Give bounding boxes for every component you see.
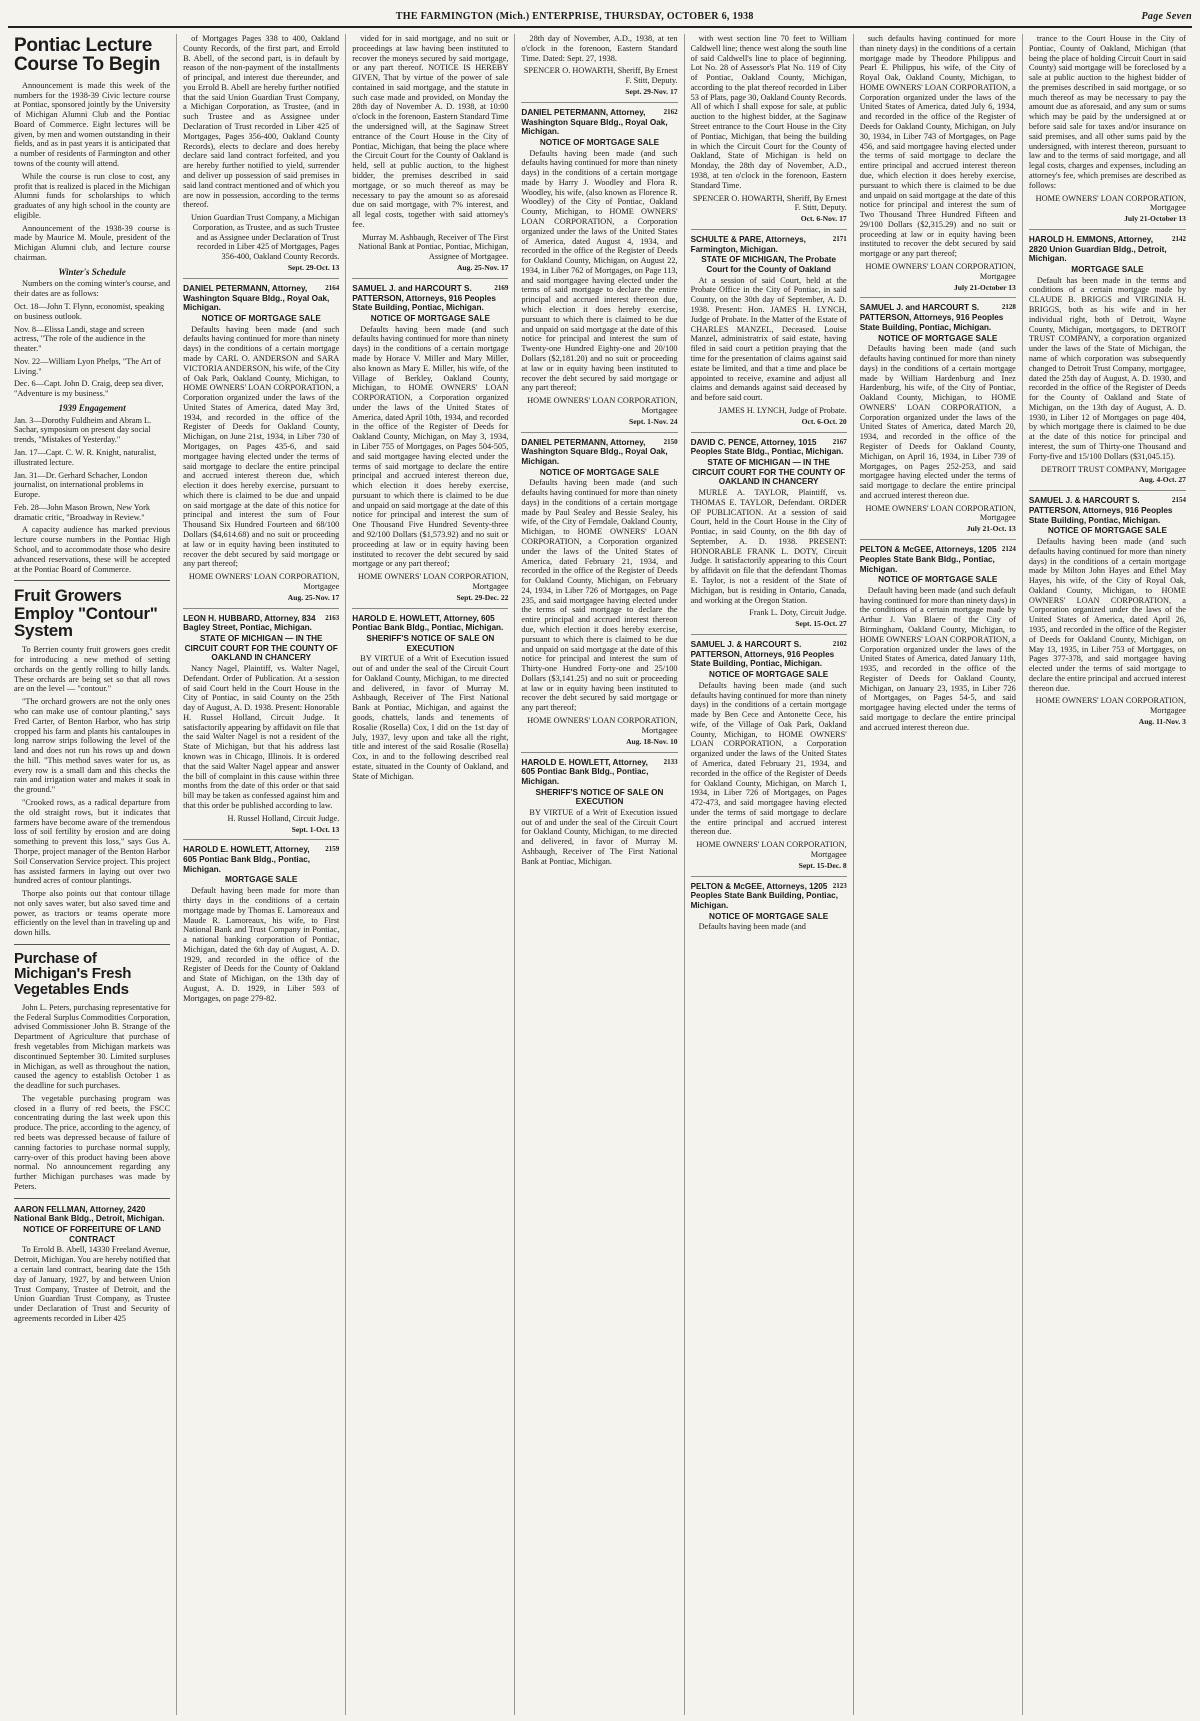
notice-number: 2159 [325, 845, 340, 854]
page-number: Page Seven [1141, 10, 1192, 22]
notice-attorney: DANIEL PETERMANN, Attorney, Washington Square Bldg., Royal Oak, Michigan. [521, 107, 668, 137]
notice-number: 2123 [832, 881, 847, 890]
notice-signature: JAMES H. LYNCH, Judge of Probate. [718, 405, 847, 415]
masthead-title: THE FARMINGTON (Mich.) ENTERPRISE, THURSDAY, OCTOBER 6, 1938 [395, 10, 754, 22]
notice-signature: DETROIT TRUST COMPANY, Mortgagee [1040, 464, 1186, 474]
notice-run-dates: Aug. 4-Oct. 27 [1139, 475, 1186, 485]
notice-run-dates: Aug. 25-Nov. 17 [456, 262, 509, 272]
notice-body: Default having been made for more than thirty days in the conditions of a certain mortgage made by Thomas E. Lamoreaux and Maude R. Lamoreaux, his wife, to First National Bank and Trust Company in Pontiac, a national banking corporation of Pontiac, Michigan, dated the 6th day of August, A. D. 1929, and recorded in the office of the Register of Deeds for the County of Oakland and State of Michigan, on the 13th day of August, A. D. 1929, in Liber 593 of Mortgages, on page 279-82. [183, 886, 340, 1003]
divider [14, 1198, 170, 1199]
notice-run-dates: July 21-October 13 [1124, 214, 1186, 224]
schedule-item: Jan. 17—Capt. C. W. R. Knight, naturalist, illustrated lecture. [14, 447, 157, 467]
divider [14, 580, 170, 581]
notice-body: of Mortgages Pages 338 to 400, Oakland County Records, of the first part, and Errold B. Abell, of the second part, is in default by reason of the non-payment of the installments of principal, and interest due thereunder, and you Errold B. Abell are hereby further notified that the said Union Guardian Trust Company, a Michigan Corporation, as Trustee, (and in such Trustee and as Assignee under Declaration of Trust recorded in Liber 425 of Mortgages, Pages 356-400, Oakland County Records), elects to declare and does hereby declare said land contract forfeited, and you are hereby further notified to yield, surrender and deliver up possession of said premises in said land contract mentioned and of which you are now in possession, according to the terms thereof. [183, 34, 340, 210]
fruit-headline: Fruit Growers Employ "Contour" System [14, 586, 158, 640]
fellman-title: NOTICE OF FORFEITURE OF LAND CONTRACT [23, 1225, 161, 1244]
notice-signature: HOME OWNERS' LOAN CORPORATION, Mortgagee [696, 840, 847, 860]
notice-body: Defaults having been made (and such defaults having continued for more than ninety days) in the conditions of a certain mortgage made by Milton John Hayes and Ethel May Hayes, his wife, of the City of Royal Oak, Oakland County, Michigan, to HOME OWNERS' LOAN CORPORATION, a Corporation organized under the laws of the United States of America, dated April 26, 1935, and recorded in the office of the Register of Deeds for Oakland County, Michigan, on May 13, 1935, in Liber 753 of Mortgages, on Pages 377-378, and said mortgagee having elected under the terms of said mortgage to declare the entire principal and accrued interest thereon due. [1028, 536, 1186, 693]
masthead [8, 6, 1192, 28]
notice-attorney: SCHULTE & PARE, Attorneys, Farmington, Michigan. [690, 235, 806, 254]
notice-body: vided for in said mortgage, and no suit or proceedings at law having been instituted to recover the moneys secured by said mortgage, or any part thereof. NOTICE IS HEREBY GIVEN, That by virtue of the power of sale contained in said mortgage, and the statute in such case made and provided, on Monday the 28th day of November A. D. 1938, at 10:00 o'clock in the forenoon, Eastern Standard Time the undersigned will, at the Saginaw Street entrance of the Court House in the City of Pontiac, Michigan, that being the place where the Circuit Court for the County of Oakland is held, sell at public auction, to the highest bidder, the premises described in said mortgage, or so much thereof as may be necessary to pay the amount so as aforesaid due on said mortgage, with 7% interest, and all legal costs, together with said attorney's fee. [352, 34, 509, 229]
notice-body: Defaults having been made (and such defaults having continued for more than ninety days) in the conditions of a certain mortgage made by William Hardenburg and Inez Hardenburg, his wife, of the City of Pontiac, Oakland County, Michigan, to HOME OWNERS' LOAN CORPORATION, a Corporation organized under the laws of the United States of America, dated March 20, 1934, and recorded in the office of the Register of Deeds for Oakland County, Michigan, on April 16, 1934, in Liber 739 of Mortgages, on Pages 252-253, and said mortgagee having elected under the terms of said mortgage to declare the entire principal and accrued interest thereon due. [859, 344, 1016, 500]
notice-signature: Murray M. Ashbaugh, Receiver of The First National Bank at Pontiac, Pontiac, Michigan, Assignee of Mortgagee. [358, 232, 509, 262]
lecture-intro: Announcement is made this week of the numbers for the 1938-39 Civic lecture course at Pontiac, sponsored jointly by the University of Michigan Alumni Club and the Pontiac Board of Commerce. Eight lectures will be given, by men and women outstanding in their fields, and as in past years it is anticipated that a number of residents of Farmington and other towns of the county will attend. [14, 80, 171, 168]
winter-schedule-heading: Winter's Schedule [58, 266, 126, 277]
notice-title: NOTICE OF MORTGAGE SALE [201, 313, 321, 323]
notice-title: NOTICE OF MORTGAGE SALE [370, 313, 490, 323]
notice-number: 2154 [1171, 496, 1186, 505]
notice-run-dates: Sept. 15-Dec. 8 [798, 860, 847, 870]
notice-number: 2128 [1001, 303, 1016, 312]
notice-attorney: SAMUEL J. & HARCOURT S. PATTERSON, Attorneys, 916 Peoples State Building, Pontiac, Michigan. [690, 640, 835, 669]
notice-title: NOTICE OF MORTGAGE SALE [878, 575, 998, 585]
lecture-paragraph: While the course is run close to cost, any profit that is realized is placed in the Michigan Alumni funds for scholarships to which graduates of any high school in the county are eligible. [14, 171, 171, 220]
schedule-item: Oct. 18—John T. Flynn, economist, speaking on business outlook. [14, 301, 165, 321]
notice-body: Nancy Nagel, Plaintiff, vs. Walter Nagel, Defendant. Order of Publication. At a session of said Court held in the Court House in the City of Pontiac, in said County on the 25th day of August, A. D. 1938. Present: Honorable H. Russel Holland, Circuit Judge. It satisfactorily appearing by affidavit on file that the said Walter Nagel is not a resident of the State of Michigan, but that his address last known was in Chicago, Illinois. It is ordered that the said Walter Nagel appear and answer the bill of complaint in this cause within three months from the date of this order or that said bill may be taken as confessed against him and that this order be published according to law. [183, 664, 340, 810]
notice-attorney: LEON H. HUBBARD, Attorney, 834 Bagley Street, Pontiac, Michigan. [183, 613, 316, 633]
notice-attorney: SAMUEL J. and HARCOURT S. PATTERSON, Attorneys, 916 Peoples State Building, Pontiac, Michigan. [352, 283, 496, 313]
notice-signature: H. Russel Holland, Circuit Judge. [227, 813, 340, 823]
notice-run-dates: Sept. 29-Oct. 13 [287, 262, 340, 272]
notice-attorney: HAROLD E. HOWLETT, Attorney, 605 Pontiac Bank Bldg., Pontiac, Michigan. [183, 845, 311, 874]
fruit-paragraph: To Berrien county fruit growers goes credit for introducing a new method of setting orchards on the gently rolling to hilly lands. These orchards are being set so that all rows are on the level — "contour." [14, 645, 171, 694]
notice-body: Default has been made in the terms and conditions of a certain mortgage made by CLAUDE B. BRIGGS and VIRGINIA H. BRIGGS, both as his wife and in her individual right, both of Detroit, Wayne County, Michigan, mortgagors, to DETROIT TRUST COMPANY, a corporation organized under the laws of the State of Michigan, the name of which corporation was subsequently changed to Detroit Trust Company, mortgagee, dated the 25th day of August, A. D. 1930, and recorded in the office of the Register of Deeds for the County of Oakland and State of Michigan, on the 13th day of August, A. D. 1930, in Liber 12 of Mortgages on page 404, by which mortgage there is claimed to be due at the date of this notice for principal and interest, the sum of Thirty-one Thousand and Forty-five and 15/100 Dollars ($31,045.15). [1028, 275, 1186, 461]
lecture-closing: A capacity audience has marked previous lecture course numbers in the Pontiac High School, and to accommodate those who desire advanced reservations, these will be accepted at the Pontiac Board of Commerce. [14, 525, 171, 574]
fellman-attorney: AARON FELLMAN, Attorney, 2420 National Bank Bldg., Detroit, Michigan. [14, 1204, 165, 1224]
notice-run-dates: Sept. 29-Nov. 17 [625, 86, 678, 96]
notice-signature: Union Guardian Trust Company, a Michigan Corporation, as Trustee, and as such Trustee and as Assignee under Declaration of Trust recorded in Liber 425 of Mortgages, Pages 356-400, Oakland County Records. [190, 213, 340, 262]
notice-number: 2133 [663, 757, 678, 766]
notice-number: 2164 [325, 283, 340, 292]
schedule-item: Feb. 28—John Mason Brown, New York dramatic critic, "Broadway in Review." [14, 502, 150, 522]
notice-title: NOTICE OF MORTGAGE SALE [709, 911, 829, 921]
notice-run-dates: Sept. 1-Nov. 24 [629, 416, 678, 426]
notice-body: Defaults having been made (and [698, 922, 806, 932]
notice-body: such defaults having continued for more than ninety days) in the conditions of a certain mortgage made by Theodore Philippus and Pearl E. Philippus, his wife, of the City of Royal Oak, Oakland County, Michigan, to HOME OWNERS' LOAN CORPORATION, a Corporation organized under the laws of the United States of America, dated July 6, 1934, and recorded in the office of the Register of Deeds for Oakland County, Michigan, on July 30, 1934, in Liber 743 of Mortgages, on Page 456, and said mortgagee having elected under the terms of said mortgage to declare the entire principal and accrued interest thereon due, which election it does hereby exercise, pursuant to which there is claimed to be due and unpaid on said mortgage at the date of this notice for principal and interest the sum of Two Thousand Three Hundred Fifteen and 29/100 Dollars ($2,315.29) and no suit or proceeding at law or in equity having been instituted to recover the debt secured by said mortgage or any part thereof; [859, 34, 1016, 259]
lecture-paragraph: Announcement of the 1938-39 course is made by Maurice M. Moule, president of the Michigan Alumni club, and lecture course chairman. [14, 223, 171, 263]
vegetables-paragraph: John L. Peters, purchasing representative for the Federal Surplus Commodities Corporation, advised Commissioner John B. Strange of the Department of Agriculture that purchase of fresh vegetables from Michigan markets was discontinued September 30. Limited surpluses in Michigan, as well as throughout the nation, caused the agency to establish October 1 as the deadline for such purchases. [14, 1002, 171, 1091]
column-2 [177, 34, 346, 1715]
column-1 [8, 34, 177, 1715]
notice-divider [860, 297, 1016, 298]
engagement-heading: 1939 Engagement [58, 403, 126, 414]
notice-divider [352, 278, 508, 279]
notice-signature: HOME OWNERS' LOAN CORPORATION, Mortgagee [358, 572, 509, 591]
notice-title: MORTGAGE SALE [1071, 265, 1144, 275]
notice-divider [1029, 490, 1186, 491]
notice-run-dates: July 21-October 13 [953, 282, 1016, 292]
notice-body: 28th day of November, A.D., 1938, at ten o'clock in the forenoon, Eastern Standard Time. Dated: Sept. 27, 1938. [521, 34, 678, 63]
notice-divider [183, 839, 339, 840]
notice-body: Default having been made (and such default having continued for more than ninety days) in the conditions of a certain mortgage made by Arthur J. Van Blaere of the City of Birmingham, Oakland County, Michigan, to HOME OWNERS' LOAN CORPORATION, a Corporation organized under the laws of the United States of America, dated January 11th, 1935, and recorded in the office of the Register of Deeds for Oakland County, Michigan, on January 23, 1935, in Liber 726 of Mortgages, on Pages 54-5, and said mortgagee having elected under the terms of said mortgage to declare the entire principal and accrued interest thereon due. [859, 585, 1016, 732]
notice-attorney: SAMUEL J. and HARCOURT S. PATTERSON, Attorneys, 916 Peoples State Building, Pontiac, Michigan. [859, 303, 1004, 332]
vegetables-paragraph: The vegetable purchasing program was closed in a flurry of red beets, the FSCC concentrating during the last week upon this produce. The price, according to the agency, of red beets was depressed because of failure of canning factories to purchase normal supply, carry-over of this product having been above normal. No announcement regarding any further Michigan purchases was made by Peters. [14, 1093, 171, 1191]
notice-run-dates: Oct. 6-Nov. 17 [800, 214, 847, 224]
notice-number: 2102 [832, 640, 847, 649]
notice-body: trance to the Court House in the City of Pontiac, County of Oakland, Michigan (that being the place of holding Circuit Court in said County) said mortgage will be foreclosed by a sale at public auction to the highest bidder of the premises described in said mortgage, or so much thereof as may be necessary to pay the amount due as aforesaid, and any sum or sums which may be paid by the undersigned at or before said sale for taxes and/or insurance on said premises, and all other sums paid by the undersigned, with interest thereon, pursuant to law and to the terms of said mortgage, and all legal costs, charges and expenses, including an attorney's fee, which premises are described as follows: [1028, 34, 1186, 190]
notice-divider [691, 229, 847, 230]
notice-title: NOTICE OF MORTGAGE SALE [709, 670, 829, 680]
schedule-item: Dec. 6—Capt. John D. Craig, deep sea diver, "Adventure is my business." [14, 379, 164, 399]
notice-attorney: DANIEL PETERMANN, Attorney, Washington Square Bldg., Royal Oak, Michigan. [521, 437, 668, 466]
notice-signature: HOME OWNERS' LOAN CORPORATION, Mortgagee [1035, 696, 1186, 716]
notice-signature: SPENCER O. HOWARTH, Sheriff, By Ernest F. Stitt, Deputy. [692, 193, 847, 213]
notice-title: STATE OF MICHIGAN, The Probate Court for the County of Oakland [701, 255, 837, 275]
notice-title: NOTICE OF MORTGAGE SALE [878, 333, 998, 343]
notice-attorney: HAROLD E. HOWLETT, Attorney, 605 Pontiac Bank Bldg., Pontiac, Michigan. [352, 613, 504, 633]
notice-signature: HOME OWNERS' LOAN CORPORATION, Mortgagee [188, 572, 340, 591]
notice-divider [183, 278, 339, 279]
notice-signature: HOME OWNERS' LOAN CORPORATION, Mortgagee [865, 261, 1016, 281]
notice-divider [521, 432, 677, 433]
notice-number: 2167 [832, 437, 847, 446]
notice-number: 2150 [663, 437, 678, 446]
notice-number: 2163 [325, 613, 340, 622]
notice-attorney: PELTON & McGEE, Attorneys, 1205 Peoples State Bank Building, Pontiac, Michigan. [690, 881, 838, 911]
notice-divider [521, 102, 677, 103]
notice-number: 2142 [1171, 235, 1186, 244]
divider [14, 944, 170, 945]
notice-attorney: PELTON & McGEE, Attorneys, 1205 Peoples State Bank Bldg., Pontiac, Michigan. [859, 545, 997, 574]
lecture-headline: Pontiac Lecture Course To Begin [14, 35, 161, 76]
notice-divider [352, 608, 508, 609]
notice-body: with west section line 70 feet to William Caldwell line; thence west along the south line of said Caldwell's line to place of beginning. Lot No. 28 of Assessor's Plat No. 119 of City of Pontiac, Oakland County, Michigan, according to the plat thereof recorded in Liber 53 of Plats, page 30, Oakland County Records. All of which I shall expose for sale, at public auction to the highest bidder, at the Saginaw Street entrance to the Court House in the City of Pontiac, Michigan, that being the building in which the Circuit Court for the County of Oakland, State of Michigan is held on Monday, the 28th day of November, A.D., 1938, at ten o'clock in the forenoon, Eastern Standard Time. [690, 34, 847, 190]
notice-body: Defaults having been made (and such defaults having continued for more than ninety days) in the conditions of a certain mortgage made by Ben Cece and Antonette Cece, his wife, of the Village of Oak Park, Oakland County, Michigan, to HOME OWNERS' LOAN CORPORATION, a Corporation organized under the laws of the United States of America, dated February 21, 1934, and recorded in the office of the Register of Deeds for Oakland County, Michigan, on March 1, 1934, in Liber 726 of Mortgages, on Pages 472-473, and said mortgagee having elected under the terms of said mortgage to declare the entire principal and accrued interest thereon due. [690, 680, 847, 837]
notice-run-dates: Aug. 11-Nov. 3 [1138, 717, 1186, 727]
winter-schedule-intro: Numbers on the coming winter's course, and their dates are as follows: [14, 279, 171, 299]
notice-signature: SPENCER O. HOWARTH, Sheriff, By Ernest F. Stitt, Deputy. [523, 66, 678, 86]
fruit-paragraph: "The orchard growers are not the only ones who can make use of contour planting," says Fred Carter, of Benton Harbor, who has strip cropped his farm and plants his cantaloupes in long narrow strips following the level of the land and does not run his rows up and down the hill. "This method saves water for us, as every row is a small dam and this checks the rain and irrigation water and makes it soak in the ground." [14, 697, 171, 795]
notice-run-dates: Aug. 18-Nov. 10 [626, 736, 678, 746]
notice-title: STATE OF MICHIGAN — IN THE CIRCUIT COURT FOR THE COUNTY OF OAKLAND IN CHANCERY [184, 634, 338, 663]
newspaper-columns [8, 34, 1192, 1715]
fruit-paragraph: "Crooked rows, as a radical departure from the old straight rows, but it indicates that farmers have become aware of the tremendous loss of soil fertility by erosion and are doing something to prevent this loss," says Gus A. Thorpe, project manager of the Benton Harbor Soil Conservation Service project. This project has assisted farmers in laying out over two hundred acres of contour plantings. [14, 798, 171, 886]
notice-divider [521, 752, 677, 753]
notice-signature: Frank L. Doty, Circuit Judge. [749, 608, 847, 618]
notice-title: SHERIFF'S NOTICE OF SALE ON EXECUTION [366, 634, 495, 653]
notice-run-dates: Sept. 1-Oct. 13 [291, 824, 340, 834]
notice-divider [691, 432, 847, 433]
notice-signature: HOME OWNERS' LOAN CORPORATION, Mortgagee [527, 396, 678, 415]
notice-title: SHERIFF'S NOTICE OF SALE ON EXECUTION [535, 787, 664, 807]
notice-number: 2171 [832, 235, 847, 244]
column-7 [1023, 34, 1192, 1715]
notice-run-dates: Sept. 15-Oct. 27 [795, 619, 847, 629]
column-3 [346, 34, 515, 1715]
fellman-body: To Errold B. Abell, 14330 Freeland Avenue, Detroit, Michigan. You are hereby notified that a certain land contract, bearing date the 15th day of January, 1927, by and between Union Trust Company, Trustee of Detroit, and the Union Guardian Trust Company, as Trustee under Declaration of Trust and Security of agreements recorded in Liber 425 [14, 1245, 171, 1323]
notice-attorney: DAVID C. PENCE, Attorney, 1015 Peoples State Bldg., Pontiac, Michigan. [690, 437, 844, 457]
notice-signature: HOME OWNERS' LOAN CORPORATION, Mortgagee [527, 716, 678, 735]
notice-divider [860, 539, 1016, 540]
notice-run-dates: Sept. 29-Dec. 22 [456, 592, 509, 602]
notice-title: NOTICE OF MORTGAGE SALE [1047, 526, 1167, 536]
notice-number: 2169 [494, 283, 509, 292]
notice-number: 2124 [1001, 545, 1016, 554]
notice-run-dates: Oct. 6-Oct. 20 [801, 416, 847, 426]
notice-number: 2162 [663, 107, 678, 116]
notice-body: Defaults having been made (and such defaults having continued for more than ninety days) in the conditions of a certain mortgage made by Horace V. Miller and Mary Miller, also known as Mary E. Miller, his wife, of the Village of Berkley, Oakland County, Michigan, to HOME OWNERS' LOAN CORPORATION, a Corporation organized under the laws of the United States of America, dated April 10th, 1934, and recorded in the office of the Register of Deeds for Oakland County, Michigan, on May 3, 1934, in Liber 755 of Mortgages, on Pages 504-505, and said mortgagee having elected under the terms of said mortgage to declare the entire principal and accrued interest thereon due, which election it does hereby exercise, pursuant to which there is claimed to be due and unpaid on said mortgage at the date of this notice for principal and interest the sum of One Thousand Five Hundred Seventy-three and 92/100 Dollars ($1,573.92) and no suit or proceeding at law or in equity having been instituted to recover the debt secured by said mortgage or any part thereof; [352, 324, 509, 569]
notice-attorney: SAMUEL J. & HARCOURT S. PATTERSON, Attorneys, 916 Peoples State Building, Pontiac, Michigan. [1028, 496, 1173, 525]
schedule-item: Nov. 8—Elissa Landi, stage and screen actress, "The role of the audience in the theater." [14, 324, 146, 354]
notice-body: BY VIRTUE of a Writ of Execution issued out of and under the seal of the Circuit Court for Oakland County, Michigan, to me directed and delivered, in favor of Murray M. Ashbaugh, Receiver of The First National Bank at Pontiac, Michigan. [521, 807, 678, 866]
schedule-item: Nov. 22—William Lyon Phelps, "The Art of Living." [14, 356, 161, 376]
notice-body: MURLE A. TAYLOR, Plaintiff, vs. THOMAS E. TAYLOR, Defendant. ORDER OF PUBLICATION. At a session of said Court, held in the Court House in the City of Pontiac, in said County, on the 8th day of September, A. D. 1938. PRESENT: HONORABLE FRANK L. DOTY, Circuit Judge. It satisfactorily appearing to this Court by affidavit on file that the defendant Thomas E. Taylor, is not a resident of the State of Michigan, but is residing in Ontario, Canada, and working at the Oregon Station. [690, 487, 847, 605]
notice-run-dates: July 21-Oct. 13 [966, 524, 1016, 534]
notice-divider [691, 876, 847, 877]
vegetables-headline: Purchase of Michigan's Fresh Vegetables Ends [14, 949, 132, 998]
notice-title: MORTGAGE SALE [225, 875, 298, 885]
notice-body: Defaults having been made (and such defaults having continued for more than ninety days) in the conditions of a certain mortgage made by CARL O. ANDERSON and SARA VICTORIA ANDERSON, his wife, of the City of Oak Park, Oakland County, Michigan, to HOME OWNERS' LOAN CORPORATION, a Corporation organized under the laws of the United States of America, dated May 3rd, 1934, and recorded in the office of the Register of Deeds for Oakland County, Michigan, on June 21st, 1934, in Liber 730 of Mortgages, on Pages 435-6, and said mortgagee having elected under the terms of said mortgage to declare the entire principal and accrued interest thereon due, which election it does hereby exercise, pursuant to which there is claimed to be due and unpaid on said mortgage at the date of this notice for principal and interest the sum of Four Thousand Six Hundred Fourteen and 68/100 Dollars ($4,614.68) and no suit or proceeding at law or in equity having been instituted to recover the debt secured by said mortgage or any part thereof; [183, 324, 340, 569]
column-6 [854, 34, 1023, 1715]
schedule-item: Jan. 31—Dr. Gerhard Schacher, London journalist, on international problems in Europe. [14, 470, 148, 500]
notice-signature: HOME OWNERS' LOAN CORPORATION, Mortgagee [1035, 193, 1186, 213]
notice-divider [691, 634, 847, 635]
notice-title: NOTICE OF MORTGAGE SALE [539, 137, 660, 147]
column-4 [515, 34, 684, 1715]
notice-body: At a session of said Court, held at the Probate Office in the City of Pontiac, in said County, on the 30th day of September, A. D. 1938. Present: Hon. JAMES H. LYNCH, Judge of Probate. In the Matter of the Estate of CHARLES MANZEL, Deceased. Louise Manzel, administratrix of said estate, having filed in said court a petition praying that the time for the presentation of claims against said estate be limited, and that a time and place be appointed to receive, examine and adjust all claims and demands against said deceased by and before said court. [690, 275, 847, 403]
notice-title: STATE OF MICHIGAN — IN THE CIRCUIT COURT FOR THE COUNTY OF OAKLAND IN CHANCERY [692, 457, 846, 487]
notice-signature: HOME OWNERS' LOAN CORPORATION, Mortgagee [865, 503, 1016, 523]
notice-title: NOTICE OF MORTGAGE SALE [539, 467, 660, 477]
notice-divider [1029, 229, 1186, 230]
fruit-paragraph: Thorpe also points out that contour tillage not only saves water, but also saved time and power, as tractors or teams operate more efficiently on the level than in traveling up and down hills. [14, 889, 171, 938]
notice-attorney: HAROLD H. EMMONS, Attorney, 2820 Union Guardian Bldg., Detroit, Michigan. [1028, 235, 1167, 264]
notice-body: Defaults having been made (and such defaults having continued for more than ninety days) in the conditions of a certain mortgage made by Paul Sealey and Bessie Sealey, his wife, of the City of Ferndale, Oakland County, Michigan, to HOME OWNERS' LOAN CORPORATION, a Corporation organized under the laws of the United States of America, dated February 21, 1934, and recorded in the office of the Register of Deeds for Oakland County, Michigan, on February 24, 1934, in Liber 726 of Mortgages, on Page 235, and said mortgagee having elected under the terms of said mortgage to declare the entire principal and accrued interest thereon due, which election it does hereby exercise, pursuant to which there is claimed to be due and unpaid on said mortgage at the date of this notice for principal and interest the sum of Thirty-one Hundred Forty-one and 25/100 Dollars ($3,141.25) and no suit or proceeding at law or in equity having been instituted to recover the debt secured by said mortgage or any part thereof; [521, 478, 678, 713]
notice-body: Defaults having been made (and such defaults having continued for more than ninety days) in the conditions of a certain mortgage made by Harry J. Woodley and Flora R. Woodley, his wife, (also known as Florence R. Woodley) of the City of Pontiac, Oakland County, Michigan, to HOME OWNERS' LOAN CORPORATION, a Corporation organized under the laws of the United States of America, dated August 4, 1934, and recorded in the office of the Register of Deeds for Oakland County, Michigan, on August 22, 1934, in Liber 762 of Mortgages, on Page 113, and said mortgagee having elected under the terms of said mortgage to declare the entire principal and accrued interest thereon due, which election it does hereby exercise, pursuant to which there is claimed to be due and unpaid on said mortgage at the date of this notice for principal and interest the sum of Twenty-one Hundred Eighty-one and 20/100 Dollars ($2,181.20) and no suit or proceeding at law or in equity having been instituted to recover the debt secured by said mortgage or any part thereof; [521, 148, 678, 393]
notice-attorney: DANIEL PETERMANN, Attorney, Washington Square Bldg., Royal Oak, Michigan. [183, 283, 330, 313]
column-5 [685, 34, 854, 1715]
notice-body: BY VIRTUE of a Writ of Execution issued out of and under the seal of the Circuit Court for Oakland County, Michigan, to me directed and delivered, in favor of Murray M. Ashbaugh, Receiver of The First National Bank at Pontiac, Michigan, and against the goods, chattels, lands and tenements of Rosalie (Rosella) Cox, I did on the 1st day of July, 1937, levy upon and take all the right, title and interest of the said Rosalie (Rosella) Cox, in and to the following described real estate, situated in the County of Oakland, and State of Michigan. [352, 654, 509, 781]
schedule-item: Jan. 3—Dorothy Fuldheim and Abram L. Sachar, symposium on present day social trends, "Mistakes of Yesterday." [14, 415, 152, 445]
notice-attorney: HAROLD E. HOWLETT, Attorney, 605 Pontiac Bank Bldg., Pontiac, Michigan. [521, 757, 649, 786]
notice-run-dates: Aug. 25-Nov. 17 [287, 592, 340, 602]
notice-divider [183, 608, 339, 609]
